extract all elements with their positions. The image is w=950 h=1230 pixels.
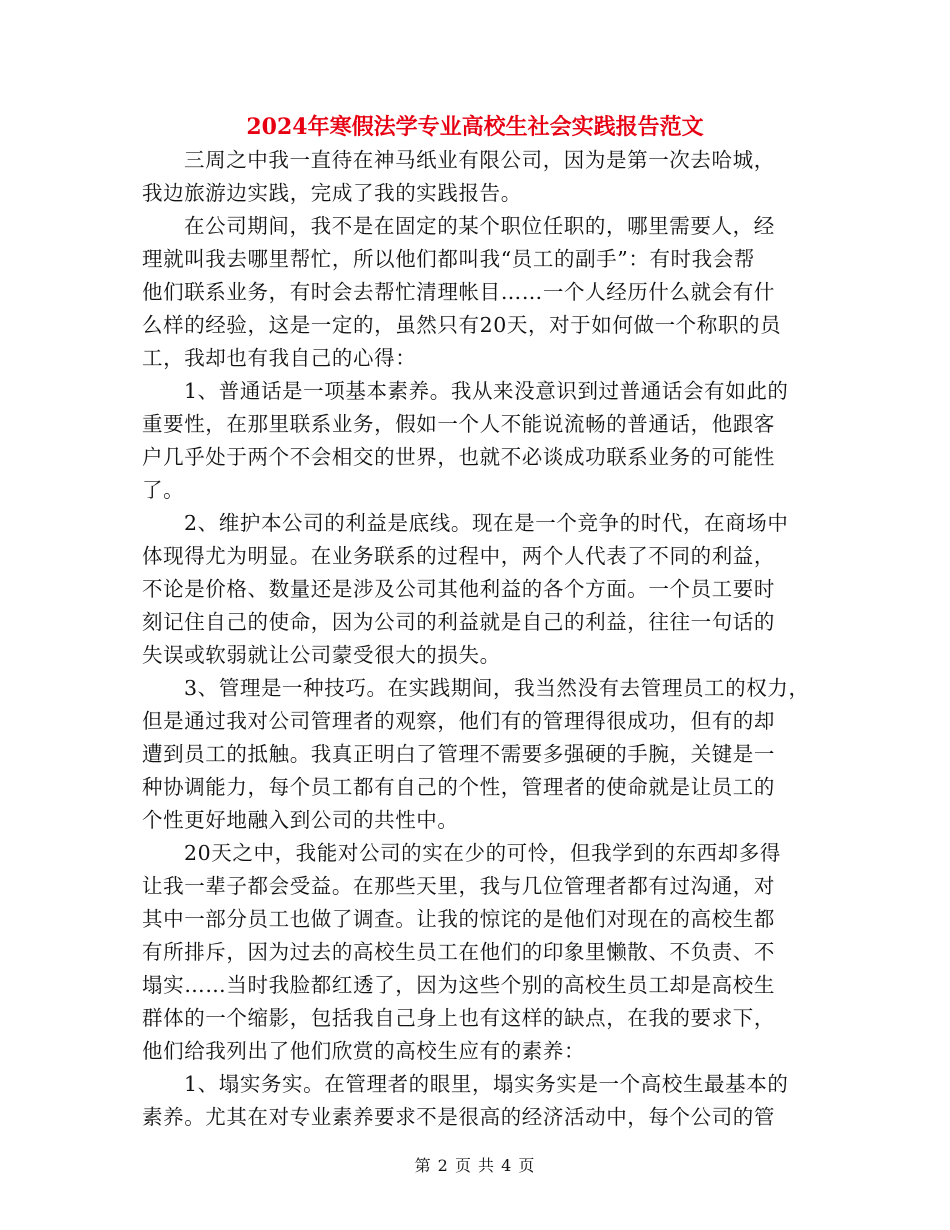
paragraph-line: 工，我却也有我自己的心得： xyxy=(142,346,417,370)
paragraph-line: 让我一辈子都会受益。在那些天里，我与几位管理者都有过沟通，对 xyxy=(142,874,775,898)
paragraph-line: 三周之中我一直待在神马纸业有限公司，因为是第一次去哈城， xyxy=(184,148,775,172)
paragraph-line: 刻记住自己的使命，因为公司的利益就是自己的利益，往往一句话的 xyxy=(142,610,775,634)
paragraph-line: 在公司期间，我不是在固定的某个职位任职的，哪里需要人，经 xyxy=(184,214,775,238)
paragraph-line: 1、普通话是一项基本素养。我从来没意识到过普通话会有如此的 xyxy=(184,379,789,403)
paragraph-line: 他们联系业务，有时会去帮忙清理帐目……一个人经历什么就会有什 xyxy=(142,280,775,304)
paragraph-line: 不论是价格、数量还是涉及公司其他利益的各个方面。一个员工要时 xyxy=(142,577,775,601)
paragraph-line: 1、塌实务实。在管理者的眼里，塌实务实是一个高校生最基本的 xyxy=(184,1072,789,1096)
document-body xyxy=(142,144,818,1134)
paragraph xyxy=(142,144,818,210)
paragraph-line: 有所排斥，因为过去的高校生员工在他们的印象里懒散、不负责、不 xyxy=(142,940,775,964)
paragraph-line: 但是通过我对公司管理者的观察，他们有的管理得很成功，但有的却 xyxy=(142,709,775,733)
page-footer: 第 2 页 共 4 页 xyxy=(414,1156,536,1175)
document-title: 2024年寒假法学专业高校生社会实践报告范文 xyxy=(246,114,704,140)
paragraph-line: 重要性，在那里联系业务，假如一个人不能说流畅的普通话，他跟客 xyxy=(142,412,775,436)
paragraph-line: 2、维护本公司的利益是底线。现在是一个竞争的时代，在商场中 xyxy=(184,511,789,535)
paragraph-line: 种协调能力，每个员工都有自己的个性，管理者的使命就是让员工的 xyxy=(142,775,775,799)
paragraph xyxy=(142,837,818,1068)
paragraph xyxy=(142,375,818,507)
paragraph-line: 塌实……当时我脸都红透了，因为这些个别的高校生员工却是高校生 xyxy=(142,973,775,997)
paragraph-line: 个性更好地融入到公司的共性中。 xyxy=(142,808,459,832)
paragraph xyxy=(142,672,818,837)
paragraph xyxy=(142,507,818,672)
paragraph-line: 体现得尤为明显。在业务联系的过程中，两个人代表了不同的利益， xyxy=(142,544,775,568)
paragraph xyxy=(142,210,818,375)
paragraph-line: 群体的一个缩影，包括我自己身上也有这样的缺点，在我的要求下， xyxy=(142,1006,775,1030)
paragraph-line: 素养。尤其在对专业素养要求不是很高的经济活动中，每个公司的管 xyxy=(142,1105,775,1129)
paragraph-line: 其中一部分员工也做了调查。让我的惊诧的是他们对现在的高校生都 xyxy=(142,907,775,931)
paragraph-line: 他们给我列出了他们欣赏的高校生应有的素养： xyxy=(142,1039,586,1063)
paragraph-line: 户几乎处于两个不会相交的世界，也就不必谈成功联系业务的可能性 xyxy=(142,445,775,469)
paragraph xyxy=(142,1068,818,1134)
paragraph-line: 3、管理是一种技巧。在实践期间，我当然没有去管理员工的权力， xyxy=(184,676,810,700)
paragraph-line: 遭到员工的抵触。我真正明白了管理不需要多强硬的手腕，关键是一 xyxy=(142,742,775,766)
paragraph-line: 20天之中，我能对公司的实在少的可怜，但我学到的东西却多得 xyxy=(184,841,781,865)
paragraph-line: 我边旅游边实践，完成了我的实践报告。 xyxy=(142,181,522,205)
paragraph-line: 了。 xyxy=(142,478,185,502)
paragraph-line: 么样的经验，这是一定的，虽然只有20天，对于如何做一个称职的员 xyxy=(142,313,782,337)
paragraph-line: 理就叫我去哪里帮忙，所以他们都叫我“员工的副手”：有时我会帮 xyxy=(142,247,755,271)
paragraph-line: 失误或软弱就让公司蒙受很大的损失。 xyxy=(142,643,501,667)
